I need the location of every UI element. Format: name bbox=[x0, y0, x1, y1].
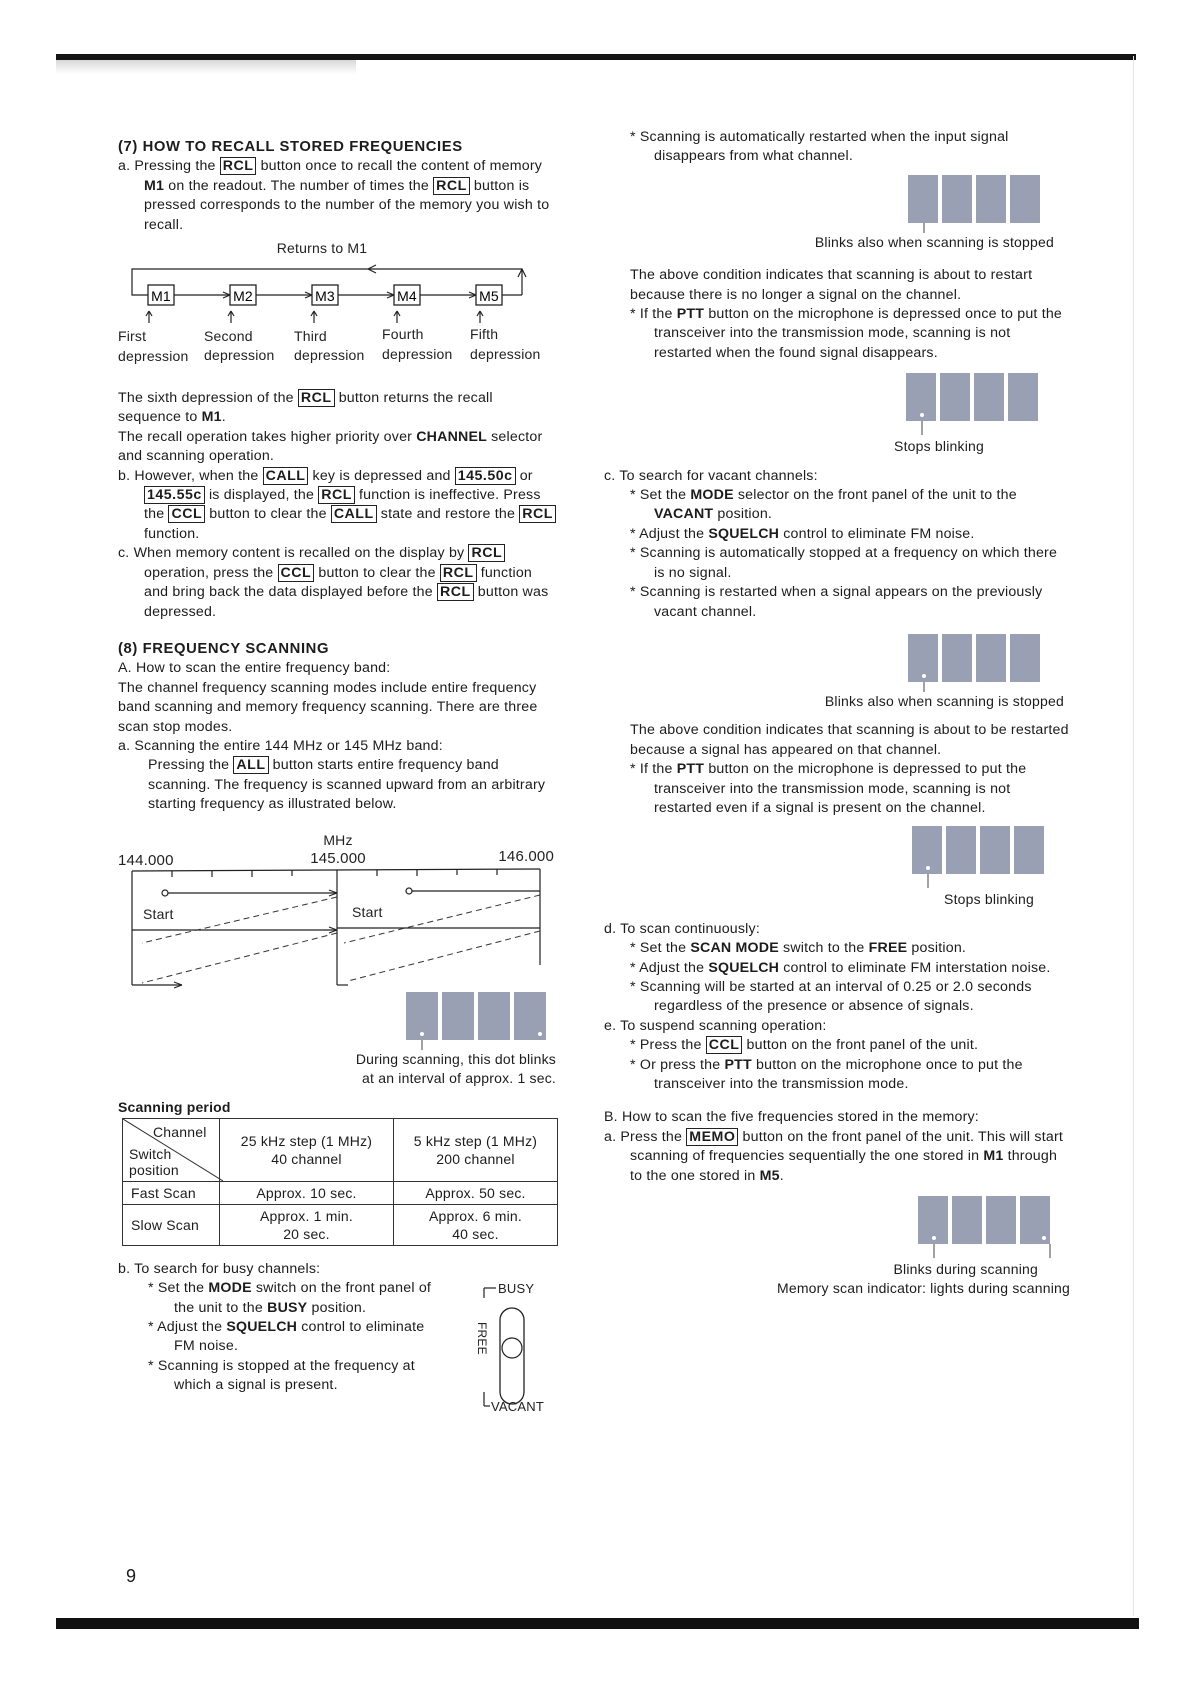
rcl-key-box: RCL bbox=[433, 177, 470, 195]
rcl-key-box: RCL bbox=[220, 157, 257, 175]
depression-3: depression bbox=[294, 347, 365, 364]
start-label-2: Start bbox=[352, 903, 383, 920]
bullet-ptt-2: * If the PTT button on the microphone is depressed to put the transceiver into the transmission mode, scanning is not restarted even if a signal is present on the channel. bbox=[630, 761, 1027, 816]
para-e-heading: e. To suspend scanning operation: bbox=[604, 1017, 827, 1034]
blink-caption-1: Blinks also when scanning is stopped bbox=[814, 233, 1054, 250]
stop-caption-1: Stops blinking bbox=[894, 438, 984, 455]
para-B-heading: B. How to scan the five frequencies stored in the memory: bbox=[604, 1109, 979, 1126]
freq-146: 146.000 bbox=[498, 847, 554, 865]
corner-switch: Switch bbox=[129, 1145, 172, 1162]
lcd-display-4 bbox=[630, 632, 1070, 692]
recall-sequence-diagram bbox=[118, 239, 560, 367]
top-scan-shade bbox=[56, 60, 356, 74]
right-column bbox=[604, 128, 1070, 1299]
lcd-display-5 bbox=[630, 824, 1070, 890]
depression-5: depression bbox=[470, 346, 541, 363]
para-restart-condition: The above condition indicates that scanning is about to restart because there is no longer a signal on the channel. bbox=[630, 267, 1033, 303]
para-7c: c. When memory content is recalled on the display by RCL operation, press the CCL button to clear the RCL function and bring back the data displayed before the RCL button was depressed. bbox=[118, 545, 549, 620]
para-Ba: a. Press the MEMO button on the front panel of the unit. This will start scanning of frequencies sequentially the one stored in M1 through to the one stored in M5. bbox=[604, 1128, 1064, 1184]
dot-caption-1: During scanning, this dot blinks bbox=[355, 1050, 556, 1067]
blinking-dot bbox=[420, 1032, 424, 1036]
memo-key-box: MEMO bbox=[686, 1128, 738, 1146]
para-c-heading: c. To search for vacant channels: bbox=[604, 467, 818, 484]
para-8A-body: The channel frequency scanning modes include entire frequency band scanning and memory frequency scanning. There are three scan stop modes. bbox=[118, 679, 538, 735]
table-row: Fast Scan Approx. 10 sec. Approx. 50 sec. bbox=[123, 1181, 558, 1204]
para-signal-condition: The above condition indicates that scanning is about to be restarted because a signal has appeared on that channel. bbox=[630, 722, 1069, 758]
freq-145: 145.000 bbox=[310, 849, 366, 867]
bullet-busy-squelch: * Adjust the SQUELCH control to eliminate FM noise. bbox=[148, 1319, 425, 1355]
ccl-key-box: CCL bbox=[706, 1036, 743, 1054]
para-8b-heading: b. To search for busy channels: bbox=[118, 1260, 321, 1277]
table-corner-cell bbox=[123, 1118, 220, 1181]
bullet-free-interval: * Scanning will be started at an interval of 0.25 or 2.0 seconds regardless of the presence or absence of signals. bbox=[630, 978, 1032, 1015]
lcd-display-1 bbox=[118, 990, 560, 1050]
blink-caption-3: Blinks during scanning bbox=[893, 1261, 1038, 1278]
para-8a-heading: a. Scanning the entire 144 MHz or 145 MHz band: bbox=[118, 737, 443, 754]
bullet-ptt-1: * If the PTT button on the microphone is depressed once to put the transceiver into the transmission mode, scanning is not restarted when the found signal disappears. bbox=[630, 306, 1063, 361]
left-column bbox=[118, 134, 560, 1414]
lcd-display-2 bbox=[630, 173, 1070, 233]
ordinal-first: First bbox=[118, 328, 147, 345]
ordinal-second: Second bbox=[204, 328, 253, 345]
switch-vacant-label: VACANT bbox=[491, 1398, 544, 1414]
depression-2: depression bbox=[204, 347, 275, 364]
depression-1: depression bbox=[118, 348, 189, 365]
para-7b: b. However, when the CALL key is depressed and 145.50c or 145.55c is displayed, the RCL function is ineffective. Press the CCL button to clear the CALL state and restore the RCL function. bbox=[118, 467, 560, 545]
bullet-busy-mode: * Set the MODE switch on the front panel of the unit to the BUSY position. bbox=[148, 1280, 432, 1316]
bullet-press-ptt: * Or press the PTT button on the microphone once to put the transceiver into the transmission mode. bbox=[630, 1056, 1023, 1092]
band-scan-diagram bbox=[118, 825, 560, 1000]
memory-label-m2: M2 bbox=[233, 288, 253, 305]
scanning-period-table bbox=[122, 1118, 558, 1246]
para-8a-body: Pressing the ALL button starts entire frequency band scanning. The frequency is scanned upward from an arbitrary starting frequency as illustrated below. bbox=[148, 757, 546, 813]
dot-caption-2: at an interval of approx. 1 sec. bbox=[362, 1069, 556, 1086]
lcd-display-3 bbox=[630, 371, 1070, 437]
memory-scan-indicator: Memory scan indicator: lights during scanning bbox=[776, 1280, 1070, 1297]
memory-label-m5: M5 bbox=[479, 288, 499, 305]
header-5khz: 5 kHz step (1 MHz) 200 channel bbox=[393, 1118, 557, 1181]
returns-label: Returns to M1 bbox=[276, 240, 368, 257]
bullet-free-squelch: * Adjust the SQUELCH control to eliminate FM interstation noise. bbox=[630, 959, 1051, 976]
freq-144: 144.000 bbox=[118, 851, 174, 869]
scanning-period-title: Scanning period bbox=[118, 1099, 231, 1116]
bullet-vacant-restart: * Scanning is restarted when a signal appears on the previously vacant channel. bbox=[630, 584, 1043, 620]
section-7-title: (7) HOW TO RECALL STORED FREQUENCIES bbox=[118, 139, 463, 155]
header-25khz: 25 kHz step (1 MHz) 40 channel bbox=[220, 1118, 394, 1181]
busy-section bbox=[118, 1260, 560, 1414]
bullet-vacant-mode: * Set the MODE selector on the front panel of the unit to the VACANT position. bbox=[630, 487, 1017, 523]
row-fast-scan: Fast Scan bbox=[123, 1181, 220, 1204]
switch-free-label: FREE bbox=[475, 1321, 489, 1355]
ordinal-fifth: Fifth bbox=[470, 326, 499, 343]
table-header-row bbox=[123, 1118, 558, 1181]
blink-caption-2: Blinks also when scanning is stopped bbox=[824, 692, 1064, 709]
bullet-busy-stop: * Scanning is stopped at the frequency at which a signal is present. bbox=[148, 1357, 415, 1394]
corner-position: position bbox=[129, 1161, 179, 1178]
start-label-1: Start bbox=[143, 905, 174, 922]
bottom-black-border bbox=[56, 1618, 1139, 1629]
bullet-press-ccl: * Press the CCL button on the front panel of the unit. bbox=[630, 1037, 979, 1054]
depression-4: depression bbox=[382, 346, 453, 363]
row-slow-scan: Slow Scan bbox=[123, 1204, 220, 1245]
para-sixth-depression: The sixth depression of the RCL button returns the recall sequence to M1. bbox=[118, 390, 493, 426]
lcd-display-6 bbox=[630, 1194, 1070, 1260]
table-row: Slow Scan Approx. 1 min. 20 sec. Approx. 6 min. 40 sec. bbox=[123, 1204, 558, 1245]
all-key-box: ALL bbox=[233, 756, 268, 774]
para-8A-heading: A. How to scan the entire frequency band: bbox=[118, 660, 391, 677]
para-7a: a. Pressing the RCL button once to recall the content of memory M1 on the readout. The number of times the RCL button is pressed corresponds to the number of the memory you wish to recall. bbox=[118, 158, 550, 233]
para-recall-priority: The recall operation takes higher priority over CHANNEL selector and scanning operation. bbox=[118, 428, 543, 465]
para-d-heading: d. To scan continuously: bbox=[604, 920, 760, 937]
bullet-vacant-squelch: * Adjust the SQUELCH control to eliminate FM noise. bbox=[630, 525, 975, 542]
bullet-restart: * Scanning is automatically restarted when the input signal disappears from what channel. bbox=[630, 129, 1009, 165]
page-number: 9 bbox=[126, 1566, 137, 1586]
bullet-vacant-stop: * Scanning is automatically stopped at a frequency on which there is no signal. bbox=[630, 545, 1058, 581]
bullet-scan-mode-free: * Set the SCAN MODE switch to the FREE position. bbox=[630, 940, 967, 957]
corner-channel: Channel bbox=[153, 1123, 207, 1140]
memory-label-m4: M4 bbox=[397, 288, 417, 305]
switch-busy-label: BUSY bbox=[498, 1280, 535, 1296]
memory-label-m3: M3 bbox=[315, 288, 335, 305]
mode-switch-figure bbox=[474, 1278, 574, 1418]
stop-caption-2: Stops blinking bbox=[944, 891, 1034, 908]
page-right-edge bbox=[1133, 56, 1134, 1616]
memory-label-m1: M1 bbox=[151, 288, 171, 305]
section-8-title: (8) FREQUENCY SCANNING bbox=[118, 640, 330, 657]
ordinal-third: Third bbox=[294, 328, 327, 345]
ordinal-fourth: Fourth bbox=[382, 326, 424, 343]
unit-mhz: MHz bbox=[323, 831, 353, 848]
